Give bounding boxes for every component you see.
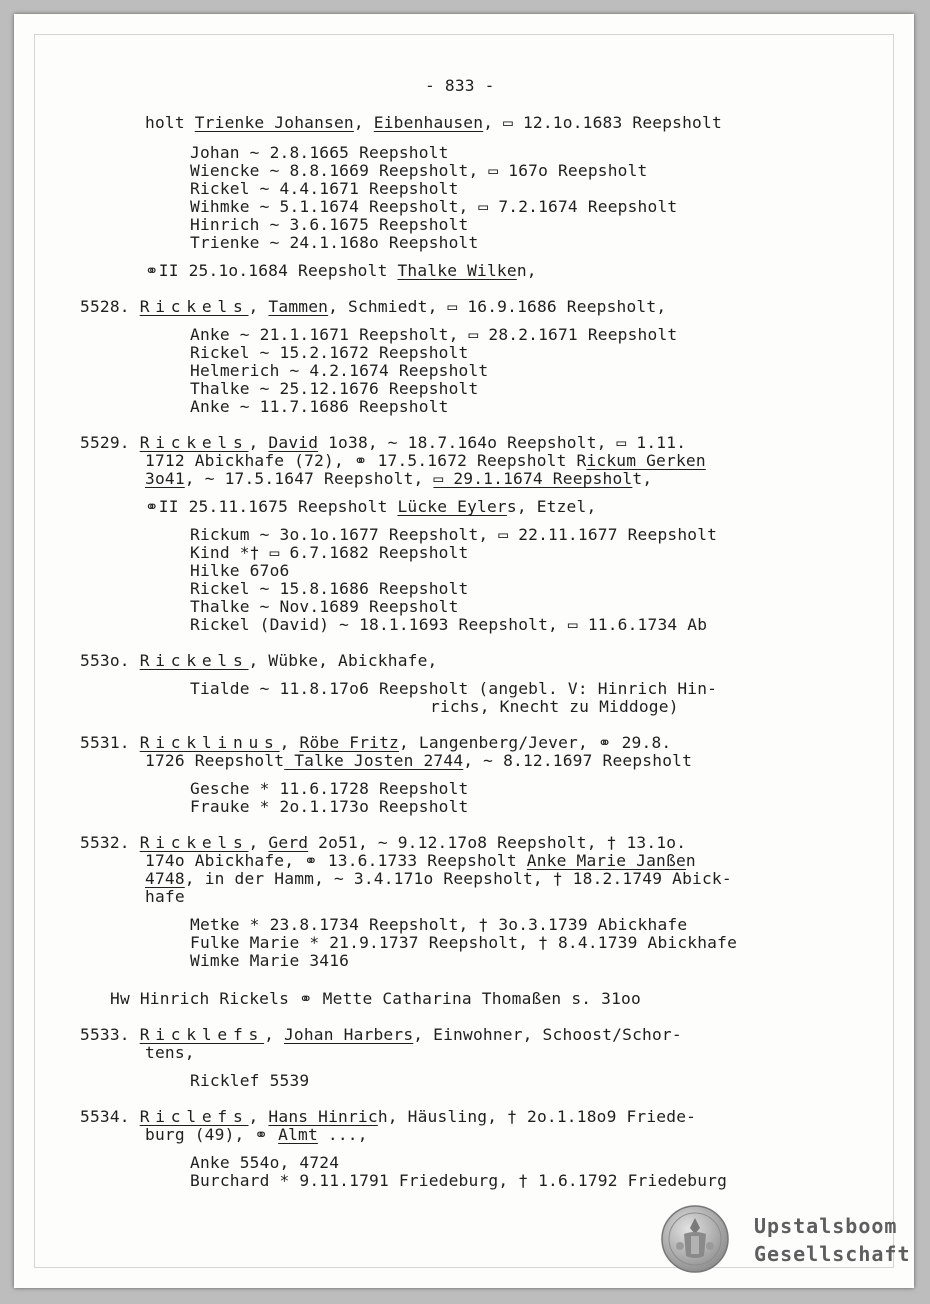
text-line: Rickum ~ 3o.1o.1677 Reepsholt, ▭ 22.11.1677 Reepsholt bbox=[190, 525, 718, 544]
text-line: Trienke ~ 24.1.168o Reepsholt bbox=[190, 233, 479, 252]
text-line: 5531. Ricklinus, Röbe Fritz, Langenberg/Jever, ⚭ 29.8. bbox=[80, 733, 672, 752]
text-line: 5532. Rickels, Gerd 2o51, ~ 9.12.17o8 Reepsholt, † 13.1o. bbox=[80, 833, 687, 852]
text-line: Hw Hinrich Rickels ⚭ Mette Catharina Thomaßen s. 31oo bbox=[110, 989, 641, 1008]
logo-line-1: Upstalsboom bbox=[754, 1214, 898, 1238]
text-line: Frauke * 2o.1.173o Reepsholt bbox=[190, 797, 469, 816]
text-line: tens, bbox=[145, 1043, 195, 1062]
text-line: Rickel ~ 15.8.1686 Reepsholt bbox=[190, 579, 469, 598]
text-line: 553o. Rickels, Wübke, Abickhafe, bbox=[80, 651, 438, 670]
text-line: Hinrich ~ 3.6.1675 Reepsholt bbox=[190, 215, 469, 234]
text-line: Wimke Marie 3416 bbox=[190, 951, 350, 970]
seal-emblem-icon bbox=[660, 1204, 730, 1274]
text-line: Anke ~ 11.7.1686 Reepsholt bbox=[190, 397, 449, 416]
text-line: Tialde ~ 11.8.17o6 Reepsholt (angebl. V: Hinrich Hin- bbox=[190, 679, 718, 698]
text-line: Thalke ~ 25.12.1676 Reepsholt bbox=[190, 379, 479, 398]
text-line: Anke 554o, 4724 bbox=[190, 1153, 340, 1172]
text-line: Rickel (David) ~ 18.1.1693 Reepsholt, ▭ 11.6.1734 Ab bbox=[190, 615, 708, 634]
text-line: Burchard * 9.11.1791 Friedeburg, † 1.6.1792 Friedeburg bbox=[190, 1171, 728, 1190]
text-line: 174o Abickhafe, ⚭ 13.6.1733 Reepsholt Anke Marie Janßen bbox=[145, 851, 696, 870]
text-line: Johan ~ 2.8.1665 Reepsholt bbox=[190, 143, 449, 162]
text-line: Rickel ~ 15.2.1672 Reepsholt bbox=[190, 343, 469, 362]
text-line: 5533. Ricklefs, Johan Harbers, Einwohner, Schoost/Schor- bbox=[80, 1025, 682, 1044]
text-line: 1726 Reepsholt Talke Josten 2744, ~ 8.12.1697 Reepsholt bbox=[145, 751, 693, 770]
text-line: Fulke Marie * 21.9.1737 Reepsholt, † 8.4.1739 Abickhafe bbox=[190, 933, 738, 952]
text-line: richs, Knecht zu Middoge) bbox=[430, 697, 679, 716]
text-line: Kind *† ▭ 6.7.1682 Reepsholt bbox=[190, 543, 469, 562]
text-line: 5529. Rickels, David 1o38, ~ 18.7.164o Reepsholt, ▭ 1.11. bbox=[80, 433, 687, 452]
text-line: 3o41, ~ 17.5.1647 Reepsholt, ▭ 29.1.1674 Reepsholt, bbox=[145, 469, 653, 488]
text-line: Ricklef 5539 bbox=[190, 1071, 310, 1090]
text-line: Metke * 23.8.1734 Reepsholt, † 3o.3.1739 Abickhafe bbox=[190, 915, 688, 934]
logo-line-2: Gesellschaft bbox=[754, 1242, 911, 1266]
text-line: 4748, in der Hamm, ~ 3.4.171o Reepsholt, † 18.2.1749 Abick- bbox=[145, 869, 732, 888]
text-line: burg (49), ⚭ Almt ..., bbox=[145, 1125, 368, 1144]
text-line: Wiencke ~ 8.8.1669 Reepsholt, ▭ 167o Reepsholt bbox=[190, 161, 648, 180]
text-line: 1712 Abickhafe (72), ⚭ 17.5.1672 Reepsholt Rickum Gerken bbox=[145, 451, 706, 470]
text-line: Hilke 67o6 bbox=[190, 561, 290, 580]
text-line: ⚭II 25.11.1675 Reepsholt Lücke Eylers, Etzel, bbox=[145, 497, 597, 516]
text-line: Anke ~ 21.1.1671 Reepsholt, ▭ 28.2.1671 Reepsholt bbox=[190, 325, 678, 344]
text-line: 5534. Riclefs, Hans Hinrich, Häusling, † 2o.1.18o9 Friede- bbox=[80, 1107, 697, 1126]
text-line: Rickel ~ 4.4.1671 Reepsholt bbox=[190, 179, 459, 198]
publisher-logo bbox=[660, 1204, 920, 1280]
page-number: - 833 - bbox=[425, 76, 495, 95]
text-line: Thalke ~ Nov.1689 Reepsholt bbox=[190, 597, 459, 616]
text-line: hafe bbox=[145, 887, 185, 906]
text-line: Wihmke ~ 5.1.1674 Reepsholt, ▭ 7.2.1674 Reepsholt bbox=[190, 197, 678, 216]
text-line: holt Trienke Johansen, Eibenhausen, ▭ 12.1o.1683 Reepsholt bbox=[145, 113, 722, 132]
text-line: Gesche * 11.6.1728 Reepsholt bbox=[190, 779, 469, 798]
text-line: 5528. Rickels, Tammen, Schmiedt, ▭ 16.9.1686 Reepsholt, bbox=[80, 297, 667, 316]
text-line: ⚭II 25.1o.1684 Reepsholt Thalke Wilken, bbox=[145, 261, 537, 280]
text-line: Helmerich ~ 4.2.1674 Reepsholt bbox=[190, 361, 489, 380]
